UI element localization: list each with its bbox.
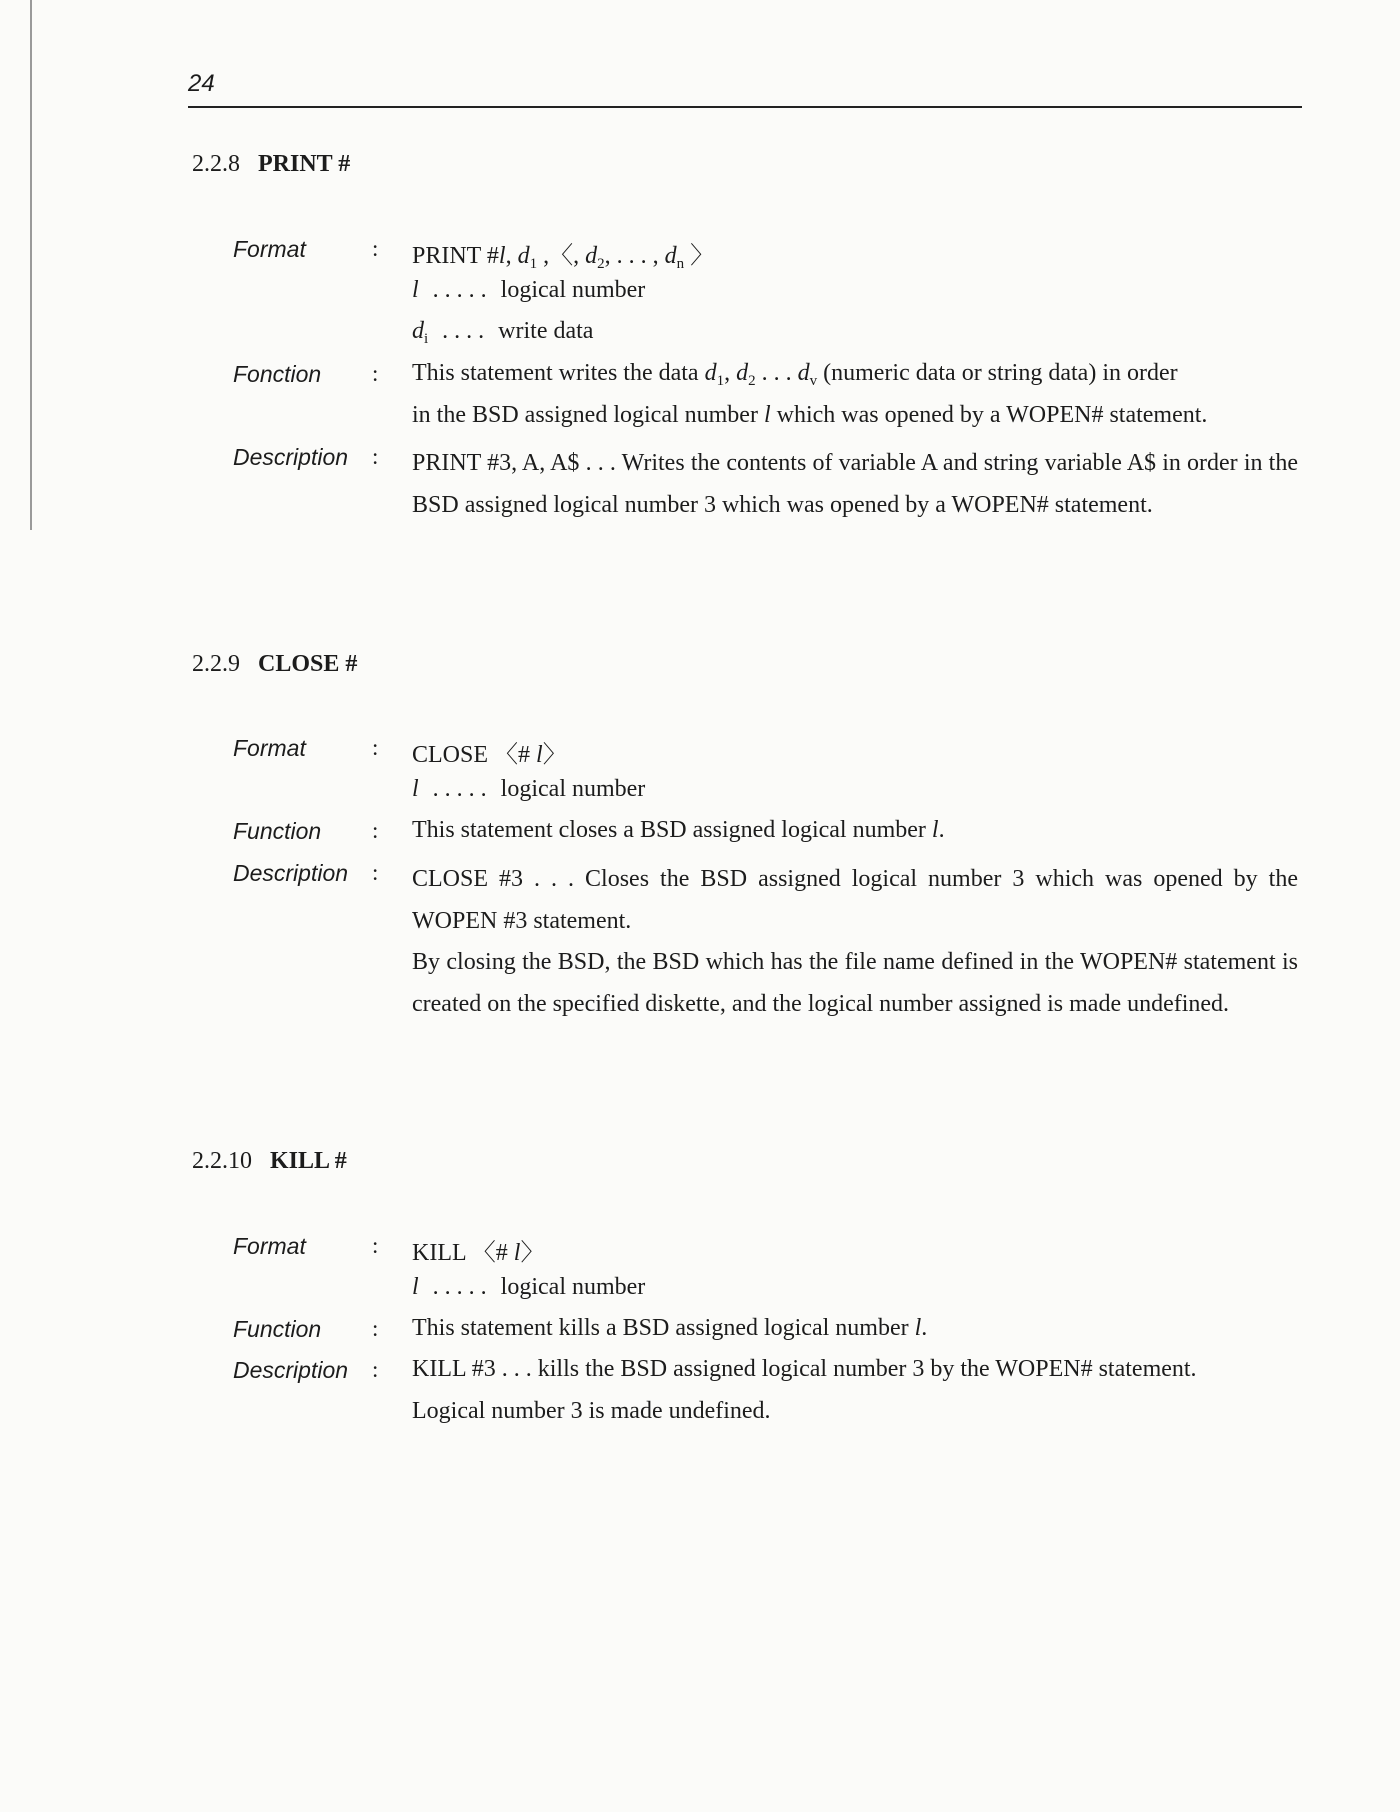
- section-number: 2.2.9: [192, 651, 240, 677]
- format-label: Format: [233, 735, 306, 761]
- param-line: l . . . . . logical number: [412, 277, 646, 303]
- description-text: Logical number 3 is made undefined.: [412, 1398, 771, 1424]
- function-line: This statement kills a BSD assigned logical number l.: [412, 1315, 928, 1341]
- function-line: in the BSD assigned logical number l which was opened by a WOPEN# statement.: [412, 402, 1208, 428]
- colon: :: [372, 735, 379, 760]
- format-syntax: KILL 〈# l〉: [412, 1240, 545, 1266]
- param-line: l . . . . . logical number: [412, 1274, 646, 1300]
- format-syntax: CLOSE 〈# l〉: [412, 742, 567, 768]
- function-line: This statement writes the data $d_1$, $d_2$ . . . $d_v$ (numeric data or string data) in order: [412, 360, 1178, 389]
- description-text: PRINT #3, A, A$ . . . Writes the contents of variable A and string variable A$ in order in the BSD assigned logical number 3 which was opened by a WOPEN# statement.: [412, 450, 1298, 518]
- colon: :: [372, 1316, 379, 1341]
- section-number: 2.2.10: [192, 1148, 252, 1174]
- description-label: Description: [233, 860, 349, 886]
- description-label: Description: [233, 1357, 349, 1383]
- colon: :: [372, 1357, 379, 1382]
- param-line: l . . . . . logical number: [412, 776, 646, 802]
- section-title: KILL #: [270, 1148, 347, 1174]
- description-text: By closing the BSD, the BSD which has the file name defined in the WOPEN# statement is created on the specified diskette, and the logical number assigned is made undefined.: [412, 949, 1298, 1017]
- param-line: $d_i$ . . . . write data: [412, 318, 594, 347]
- description-label: Description: [233, 444, 349, 470]
- format-syntax: PRINT #l, $d_1$ ,〈, $d_2$, . . . , $d_n$ 〉: [412, 243, 715, 272]
- format-label: Format: [233, 1233, 306, 1259]
- section-heading-kill: [192, 1148, 892, 1175]
- colon: :: [372, 361, 379, 386]
- function-label: Fonction: [233, 361, 322, 387]
- header-rule: [188, 106, 1302, 108]
- section-title: CLOSE #: [258, 651, 358, 677]
- description-text: KILL #3 . . . kills the BSD assigned logical number 3 by the WOPEN# statement.: [412, 1356, 1197, 1382]
- colon: :: [372, 860, 379, 885]
- colon: :: [372, 1233, 379, 1258]
- format-label: Format: [233, 236, 306, 262]
- section-title: PRINT #: [258, 151, 351, 177]
- section-number: 2.2.8: [192, 151, 240, 177]
- description-text: CLOSE #3 . . . Closes the BSD assigned logical number 3 which was opened by the WOPEN #3 statement.: [412, 866, 1298, 934]
- function-label: Function: [233, 1316, 322, 1342]
- colon: :: [372, 444, 379, 469]
- section-heading-print: [192, 151, 892, 178]
- page-number: 24: [188, 70, 215, 97]
- function-line: This statement closes a BSD assigned logical number l.: [412, 817, 945, 843]
- binding-edge: [30, 0, 32, 530]
- section-heading-close: [192, 651, 892, 678]
- function-label: Function: [233, 818, 322, 844]
- colon: :: [372, 818, 379, 843]
- colon: :: [372, 236, 379, 261]
